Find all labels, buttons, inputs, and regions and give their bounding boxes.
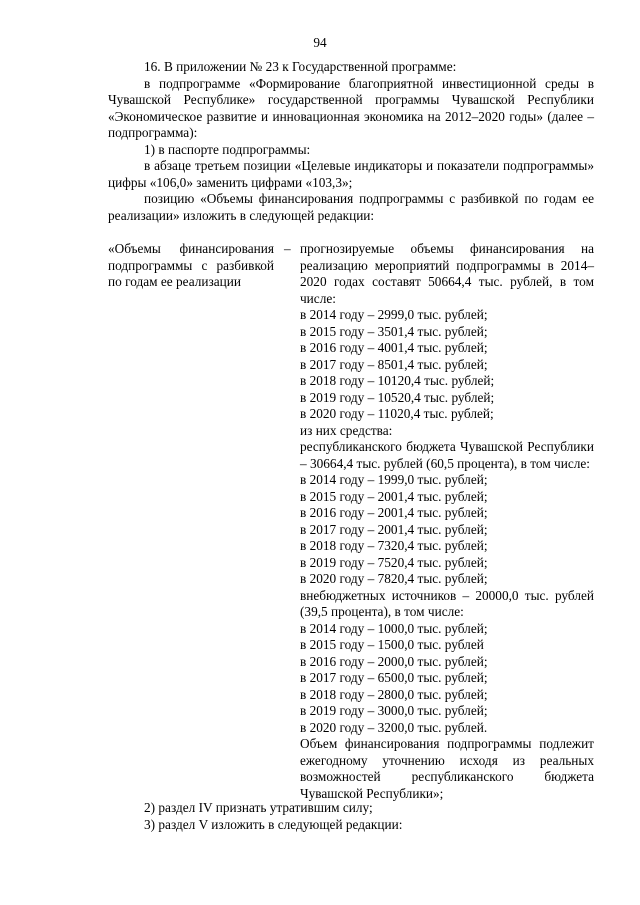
total-years-list: [300, 307, 594, 423]
republic-years-list: [300, 472, 594, 588]
list-item: в 2018 году – 10120,4 тыс. рублей;: [300, 373, 495, 388]
subprogram-paragraph: в подпрограмме «Формирование благоприятной инвестиционной среды в Чувашской Республике» государственной программы Чувашской Республики «Экономическое развитие и инновационная экономика на 2012–2020 годы» (далее – подпрограмма):: [108, 75, 594, 140]
position-label: «Объемы финансирования подпрограммы с разбивкой по годам ее реализации: [108, 241, 274, 289]
list-item: в 2016 году – 2000,0 тыс. рублей;: [300, 653, 488, 669]
intro-section: [108, 59, 594, 224]
total-financing-text: прогнозируемые объемы финансирования на реализацию мероприятий подпрограммы в 2014–2020 годах составят 50664,4 тыс. рублей, в том числе:: [300, 241, 594, 306]
section-v-item: 3) раздел V изложить в следующей редакции:: [144, 816, 403, 832]
republic-budget-text: республиканского бюджета Чувашской Республики – 30664,4 тыс. рублей (60,5 процента), в том числе:: [300, 439, 594, 471]
indicators-paragraph: в абзаце третьем позиции «Целевые индикаторы и показатели подпрограммы» цифры «106,0» заменить цифрами «103,3»;: [108, 158, 594, 190]
position-dash: –: [284, 241, 291, 256]
list-item: в 2018 году – 7320,4 тыс. рублей;: [300, 538, 488, 553]
from-them-label: из них средства:: [300, 422, 393, 438]
list-item: в 2017 году – 6500,0 тыс. рублей;: [300, 670, 488, 685]
passport-item: 1) в паспорте подпрограммы:: [144, 141, 311, 157]
extra-budget-text: внебюджетных источников – 20000,0 тыс. рублей (39,5 процента), в том числе:: [300, 587, 594, 619]
list-item: в 2019 году – 10520,4 тыс. рублей;: [300, 389, 495, 405]
list-item: в 2020 году – 7820,4 тыс. рублей;: [300, 571, 488, 586]
list-item: в 2019 году – 3000,0 тыс. рублей;: [300, 703, 488, 718]
list-item: в 2015 году – 3501,4 тыс. рублей;: [300, 323, 488, 339]
page-number: 94: [313, 35, 327, 50]
list-item: в 2014 году – 1000,0 тыс. рублей;: [300, 620, 488, 636]
list-item: в 2020 году – 3200,0 тыс. рублей.: [300, 719, 488, 735]
list-item: в 2014 году – 1999,0 тыс. рублей;: [300, 472, 488, 487]
list-item: в 2019 году – 7520,4 тыс. рублей;: [300, 554, 488, 570]
list-item: в 2015 году – 1500,0 тыс. рублей: [300, 637, 484, 652]
list-item: в 2016 году – 2001,4 тыс. рублей;: [300, 505, 488, 520]
section-iv-item: 2) раздел IV признать утратившим силу;: [144, 800, 373, 815]
position-content: [300, 241, 594, 802]
list-item: в 2016 году – 4001,4 тыс. рублей;: [300, 340, 488, 355]
tail-section: [108, 800, 594, 833]
list-item: в 2018 году – 2800,0 тыс. рублей;: [300, 686, 488, 702]
financing-position-paragraph: позицию «Объемы финансирования подпрограммы с разбивкой по годам ее реализации» изложить в следующей редакции:: [108, 191, 594, 223]
list-item: в 2017 году – 2001,4 тыс. рублей;: [300, 521, 488, 537]
extra-years-list: [300, 621, 594, 737]
item-16-heading: 16. В приложении № 23 к Государственной программе:: [144, 59, 457, 74]
list-item: в 2015 году – 2001,4 тыс. рублей;: [300, 488, 488, 504]
closing-text: Объем финансирования подпрограммы подлежит ежегодному уточнению исходя из реальных возможностей республиканского бюджета Чувашской Республики»;: [300, 736, 594, 801]
list-item: в 2017 году – 8501,4 тыс. рублей;: [300, 356, 488, 372]
list-item: в 2014 году – 2999,0 тыс. рублей;: [300, 307, 488, 322]
list-item: в 2020 году – 11020,4 тыс. рублей;: [300, 406, 494, 421]
